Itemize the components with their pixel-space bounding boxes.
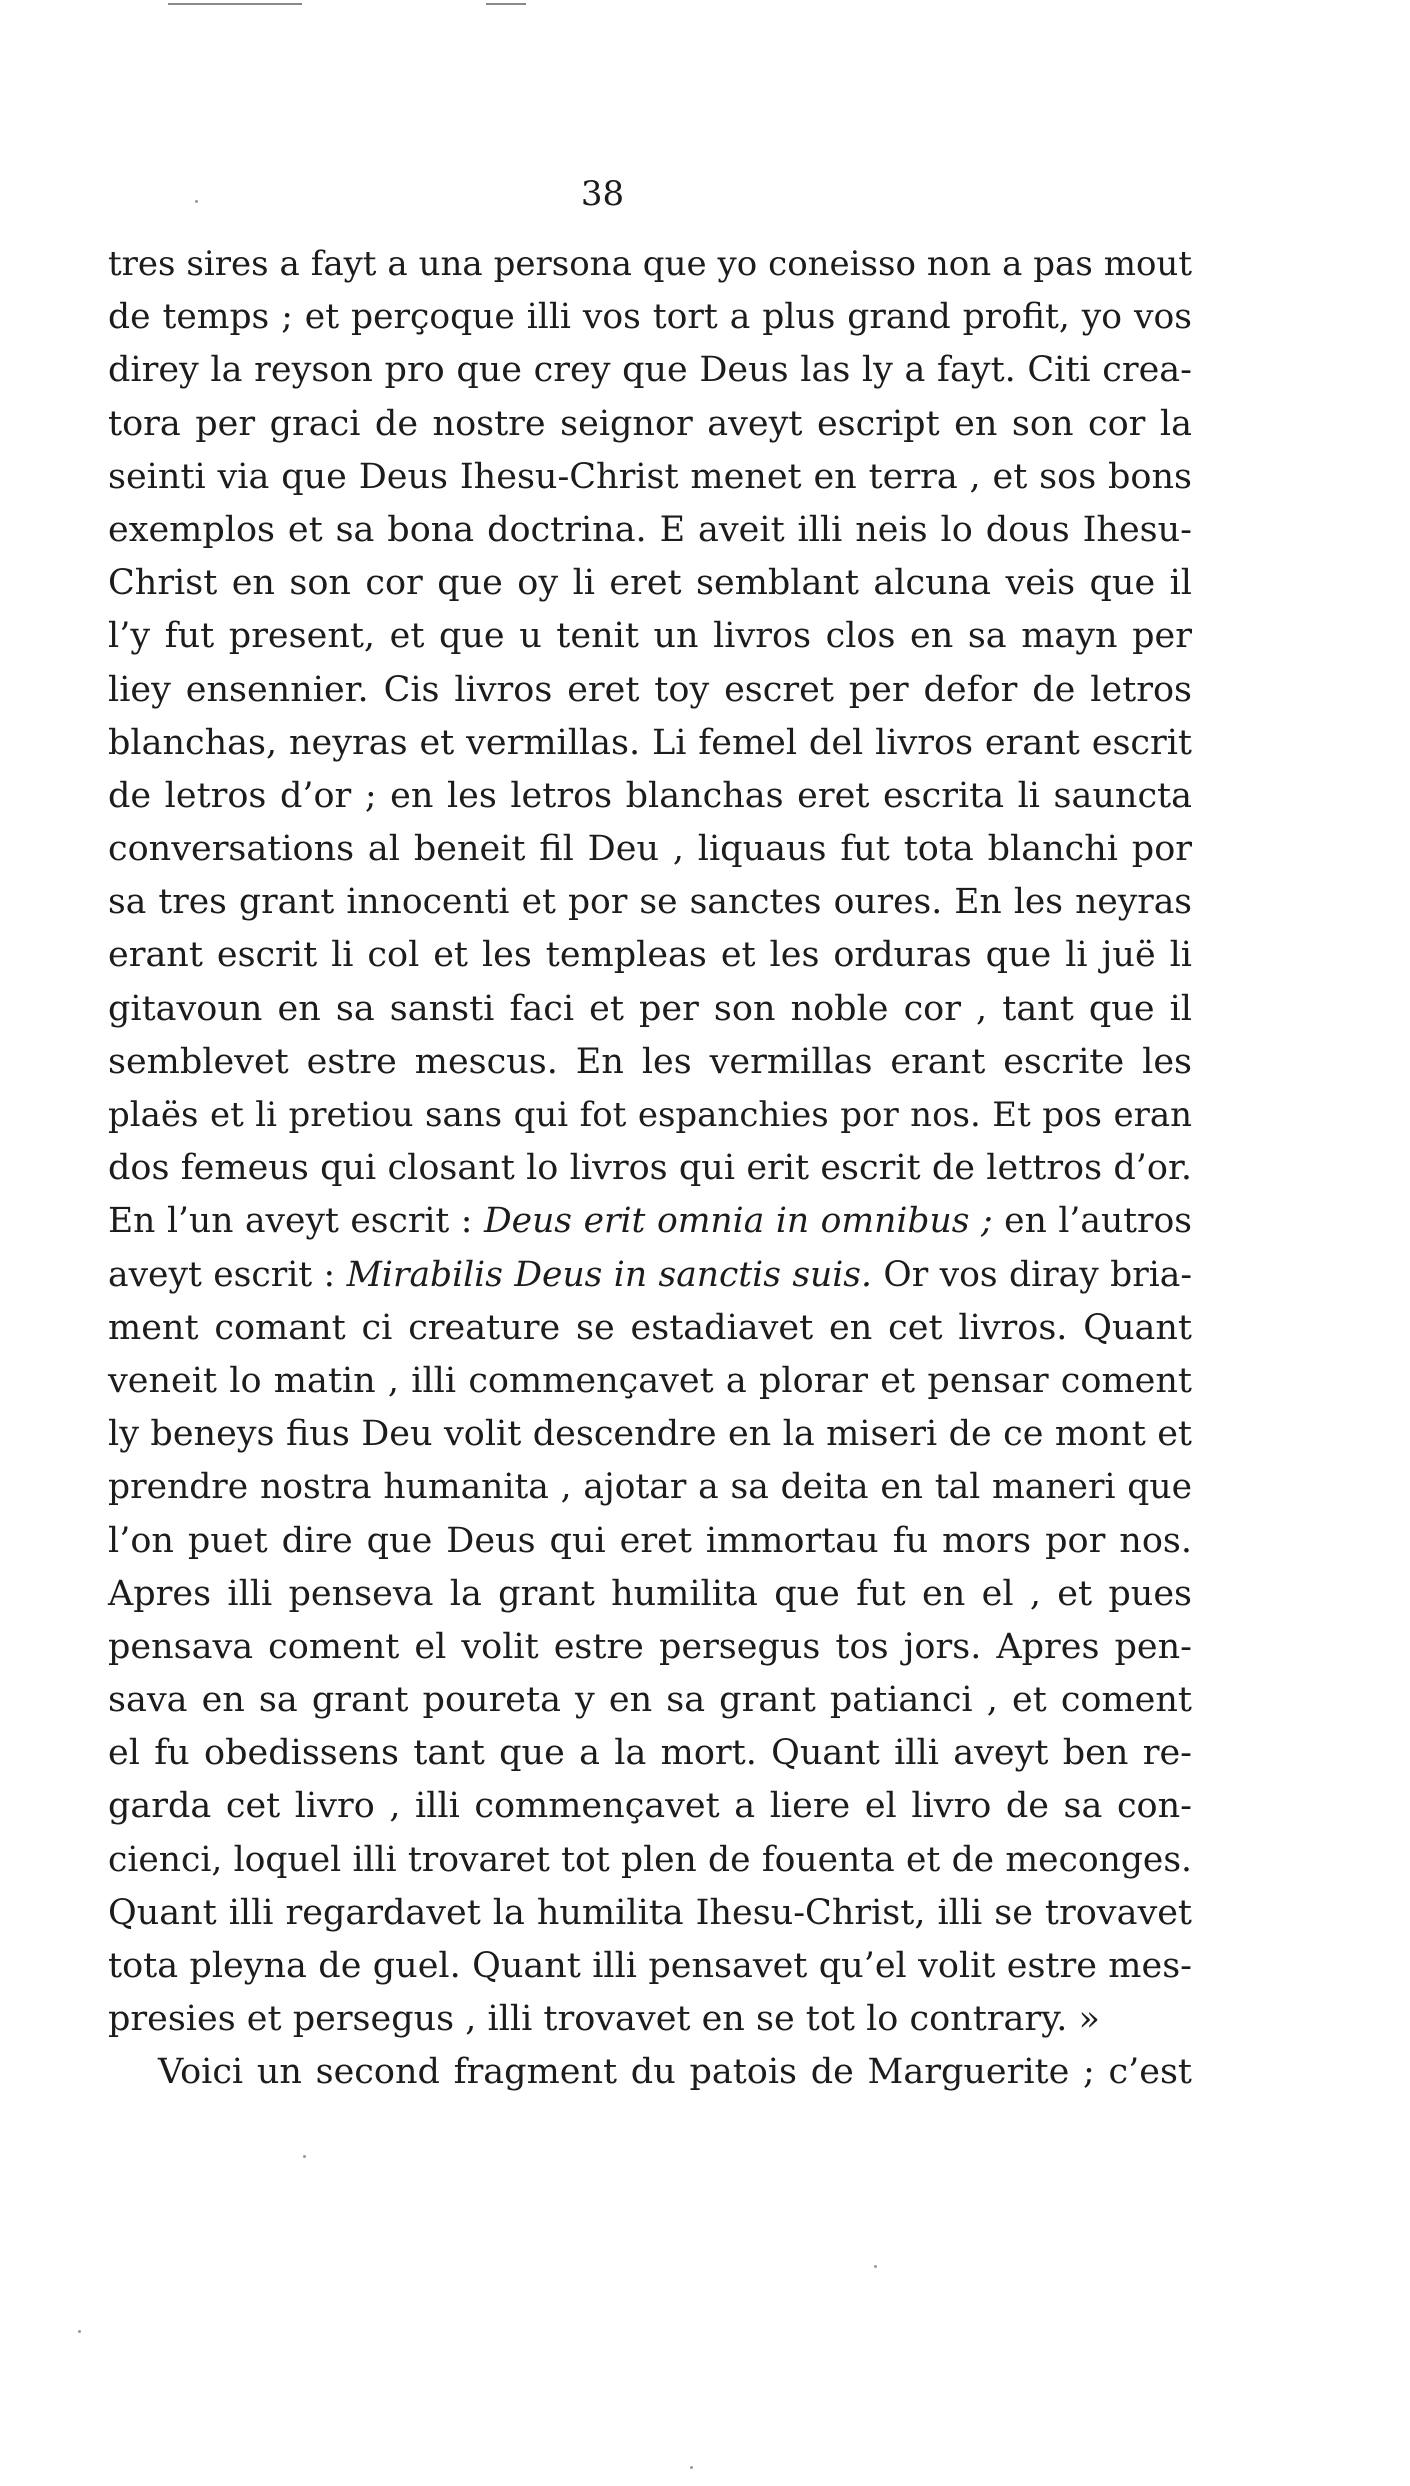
scan-speck xyxy=(874,2265,877,2268)
text-line: ment comant ci creature se estadiavet en cet livros. Quant xyxy=(108,1307,1192,1348)
text-line: conversations al beneit fil Deu , liquaus fut tota blanchi por xyxy=(108,829,1192,870)
text-line: el fu obedissens tant que a la mort. Quant illi aveyt ben re- xyxy=(108,1733,1192,1774)
text-line: exemplos et sa bona doctrina. E aveit illi neis lo dous Ihesu- xyxy=(108,509,1192,550)
page-number: 38 xyxy=(580,174,625,214)
scan-speck xyxy=(690,2466,693,2469)
paragraph-first-line: Voici un second fragment du patois de Marguerite ; c’est xyxy=(158,2052,1192,2093)
text-line: seinti via que Deus Ihesu-Christ menet en terra , et sos bons xyxy=(108,456,1192,497)
text-line: blanchas, neyras et vermillas. Li femel del livros erant escrit xyxy=(108,722,1192,763)
latin-quote: Mirabilis Deus in sanctis suis. xyxy=(346,1254,872,1295)
text-line: sava en sa grant poureta y en sa grant patianci , et coment xyxy=(108,1680,1192,1721)
text-line: l’y fut present, et que u tenit un livros clos en sa mayn per xyxy=(108,616,1192,657)
text-line: prendre nostra humanita , ajotar a sa deita en tal maneri que xyxy=(108,1467,1192,1508)
text-line: cienci, loquel illi trovaret tot plen de fouenta et de meconges. xyxy=(108,1839,1192,1880)
text-line: gitavoun en sa sansti faci et per son noble cor , tant que il xyxy=(108,988,1192,1029)
text-segment: aveyt escrit : xyxy=(108,1254,347,1295)
top-rule-left xyxy=(168,3,302,5)
text-line: de letros d’or ; en les letros blanchas eret escrita li sauncta xyxy=(108,775,1192,816)
text-segment: En l’un aveyt escrit : xyxy=(108,1201,484,1242)
text-line: erant escrit li col et les templeas et les orduras que li juë li xyxy=(108,935,1192,976)
body-text xyxy=(108,238,1192,2100)
text-segment: en l’autros xyxy=(992,1201,1193,1242)
text-line-with-latin-quote xyxy=(108,1249,1192,1302)
latin-quote: Deus erit omnia in omnibus ; xyxy=(484,1201,993,1242)
text-line: tres sires a fayt a una persona que yo coneisso non a pas mout xyxy=(108,244,1192,284)
text-line: de temps ; et perçoque illi vos tort a plus grand profit, yo vos xyxy=(108,297,1192,338)
scan-speck xyxy=(303,2155,306,2158)
text-line: veneit lo matin , illi commençavet a plorar et pensar coment xyxy=(108,1360,1192,1401)
text-line: presies et persegus , illi trovavet en se tot lo contrary. » xyxy=(108,1999,1100,2040)
text-line: direy la reyson pro que crey que Deus las ly a fayt. Citi crea- xyxy=(108,350,1192,391)
text-line: liey ensennier. Cis livros eret toy escret per defor de letros xyxy=(108,669,1192,710)
text-line-with-latin-quote xyxy=(108,1195,1192,1248)
scan-speck xyxy=(195,200,198,203)
text-segment: Or vos diray bria- xyxy=(871,1254,1192,1295)
text-line: ly beneys fius Deu volit descendre en la miseri de ce mont et xyxy=(108,1414,1192,1455)
text-line: pensava coment el volit estre persegus tos jors. Apres pen- xyxy=(108,1626,1192,1667)
text-line: tota pleyna de guel. Quant illi pensavet qu’el volit estre mes- xyxy=(108,1946,1192,1986)
text-line: Christ en son cor que oy li eret semblant alcuna veis que il xyxy=(108,563,1192,604)
text-line: semblevet estre mescus. En les vermillas erant escrite les xyxy=(108,1041,1192,1082)
scan-speck xyxy=(78,2330,81,2333)
text-line: Apres illi penseva la grant humilita que fut en el , et pues xyxy=(108,1573,1192,1614)
text-line: dos femeus qui closant lo livros qui erit escrit de lettros d’or. xyxy=(108,1148,1192,1189)
text-line: sa tres grant innocenti et por se sanctes oures. En les neyras xyxy=(108,882,1192,923)
text-line: plaës et li pretiou sans qui fot espanchies por nos. Et pos eran xyxy=(108,1095,1192,1135)
text-line: garda cet livro , illi commençavet a liere el livro de sa con- xyxy=(108,1786,1192,1827)
text-line: Quant illi regardavet la humilita Ihesu-Christ, illi se trovavet xyxy=(108,1892,1192,1933)
text-line: tora per graci de nostre seignor aveyt escript en son cor la xyxy=(108,403,1192,444)
top-rule-right xyxy=(486,3,526,5)
text-line: l’on puet dire que Deus qui eret immortau fu mors por nos. xyxy=(108,1520,1192,1561)
